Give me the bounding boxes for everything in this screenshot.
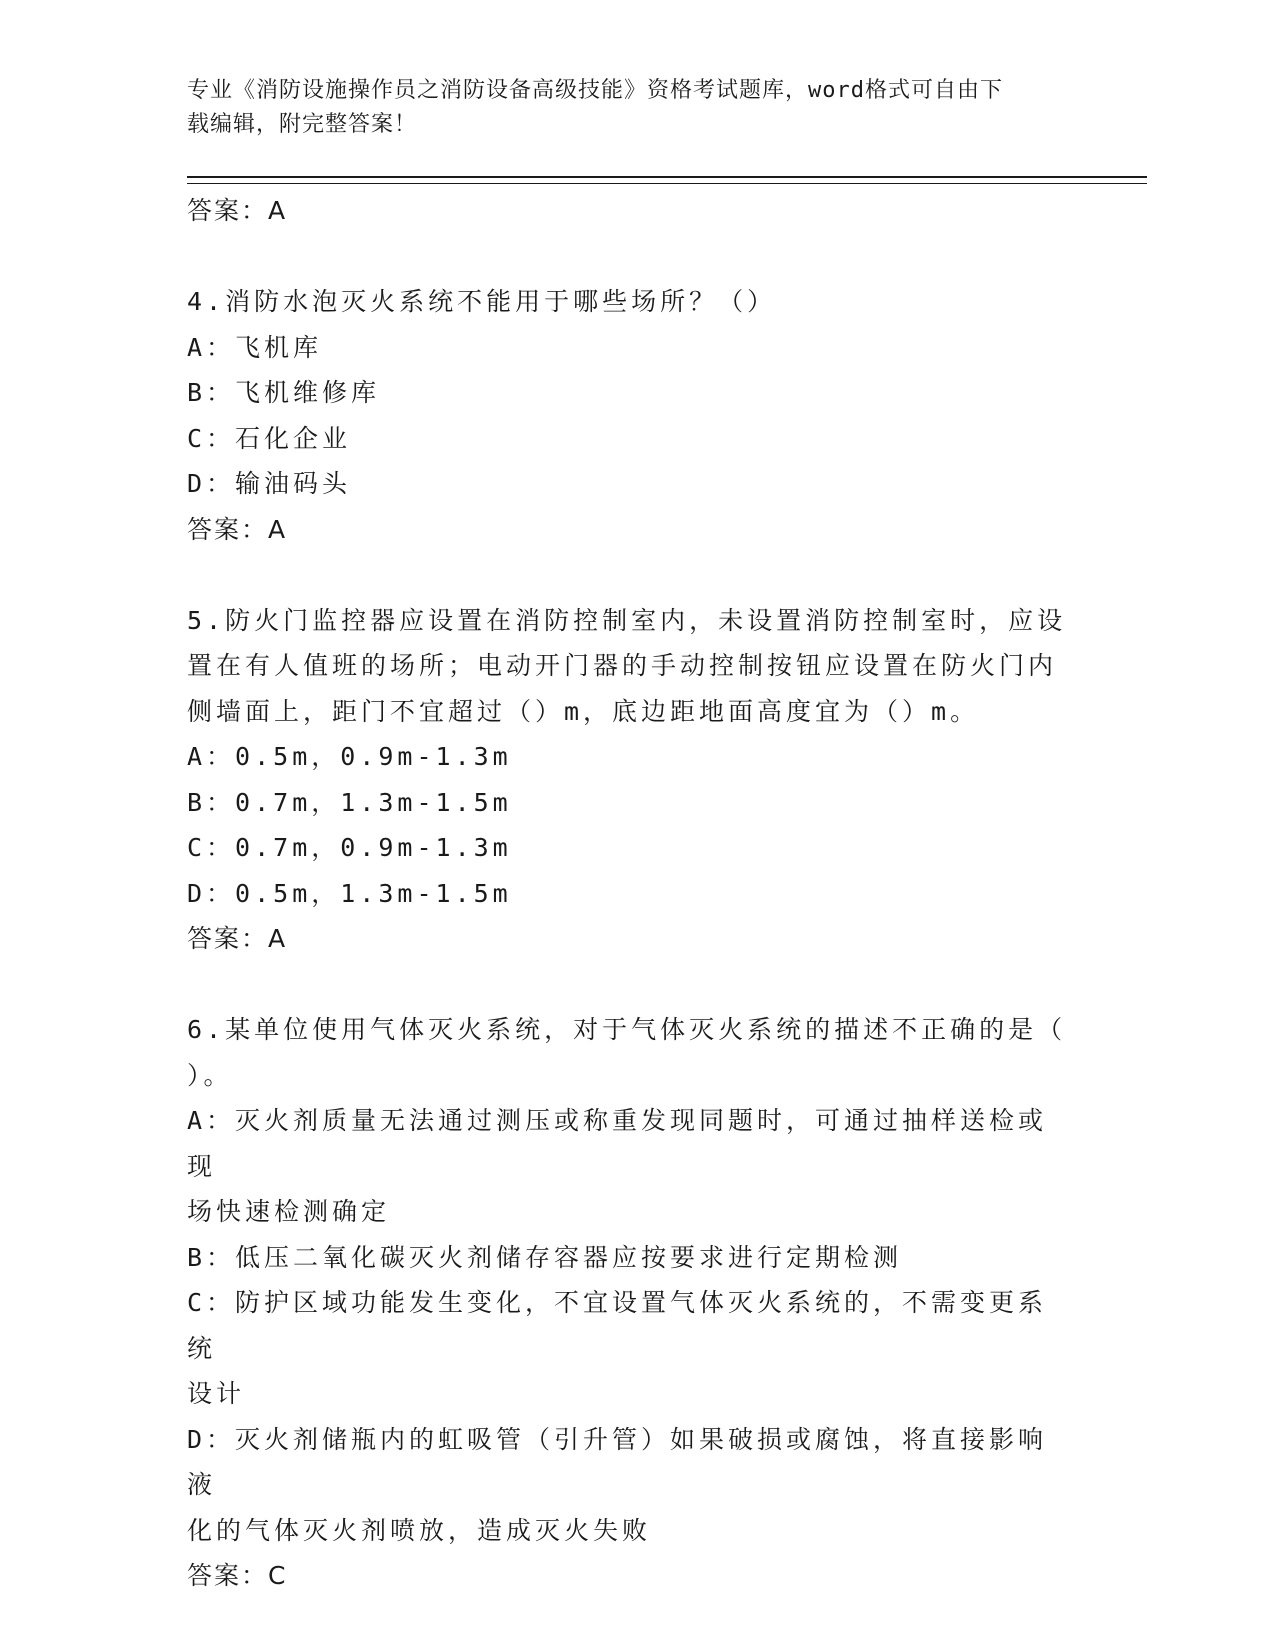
option-d-cont: 化的气体灭火剂喷放，造成灭火失败 [187, 1515, 652, 1545]
option-b: B：飞机维修库 [187, 378, 381, 407]
header-divider-thin [187, 183, 1147, 184]
option-b: B：低压二氧化碳灭火剂储存容器应按要求进行定期检测 [187, 1242, 903, 1272]
question-block [187, 1007, 1067, 1599]
spacer [187, 962, 1067, 1008]
option-a: A：飞机库 [187, 332, 323, 362]
spacer [187, 234, 1067, 280]
header-line-2: 载编辑，附完整答案！ [187, 112, 418, 137]
option-a: A：灭火剂质量无法通过测压或称重发现同题时，可通过抽样送检或现 [187, 1106, 1048, 1181]
header-line-1: 专业《消防设施操作员之消防设备高级技能》资格考试题库，word格式可自由下 [187, 78, 1003, 103]
document-header [187, 74, 1087, 142]
answer-label: 答案：A [187, 924, 288, 953]
option-d: D：输油码头 [187, 469, 352, 498]
question-stem: 6.某单位使用气体灭火系统，对于气体灭火系统的描述不正确的是（ [187, 1015, 1067, 1044]
question-stem: 侧墙面上，距门不宜超过（）m，底边距地面高度宜为（）m。 [187, 696, 980, 726]
header-divider-thick [187, 176, 1147, 178]
question-stem: 置在有人值班的场所；电动开门器的手动控制按钮应设置在防火门内 [187, 651, 1058, 680]
question-stem: ）。 [187, 1060, 233, 1090]
option-d: D：0.5m，1.3m-1.5m [187, 878, 512, 908]
question-stem: 4.消防水泡灭火系统不能用于哪些场所？（） [187, 287, 777, 316]
option-a: A：0.5m，0.9m-1.3m [187, 742, 512, 771]
answer-label: 答案：A [187, 514, 288, 544]
question-stem: 5.防火门监控器应设置在消防控制室内，未设置消防控制室时，应设 [187, 605, 1067, 635]
question-list [187, 188, 1067, 1599]
option-a-cont: 场快速检测确定 [187, 1197, 391, 1226]
option-c: C：防护区域功能发生变化，不宜设置气体灭火系统的，不需变更系统 [187, 1288, 1048, 1363]
option-d: D：灭火剂储瓶内的虹吸管（引升管）如果破损或腐蚀，将直接影响液 [187, 1424, 1048, 1499]
previous-answer: 答案：A [187, 196, 288, 225]
option-c-cont: 设计 [187, 1379, 246, 1408]
question-block [187, 598, 1067, 962]
question-block [187, 279, 1067, 552]
spacer [187, 552, 1067, 598]
option-c: C：0.7m，0.9m-1.3m [187, 833, 512, 862]
option-c: C：石化企业 [187, 423, 352, 453]
answer-label: 答案：C [187, 1561, 288, 1590]
option-b: B：0.7m，1.3m-1.5m [187, 787, 512, 817]
